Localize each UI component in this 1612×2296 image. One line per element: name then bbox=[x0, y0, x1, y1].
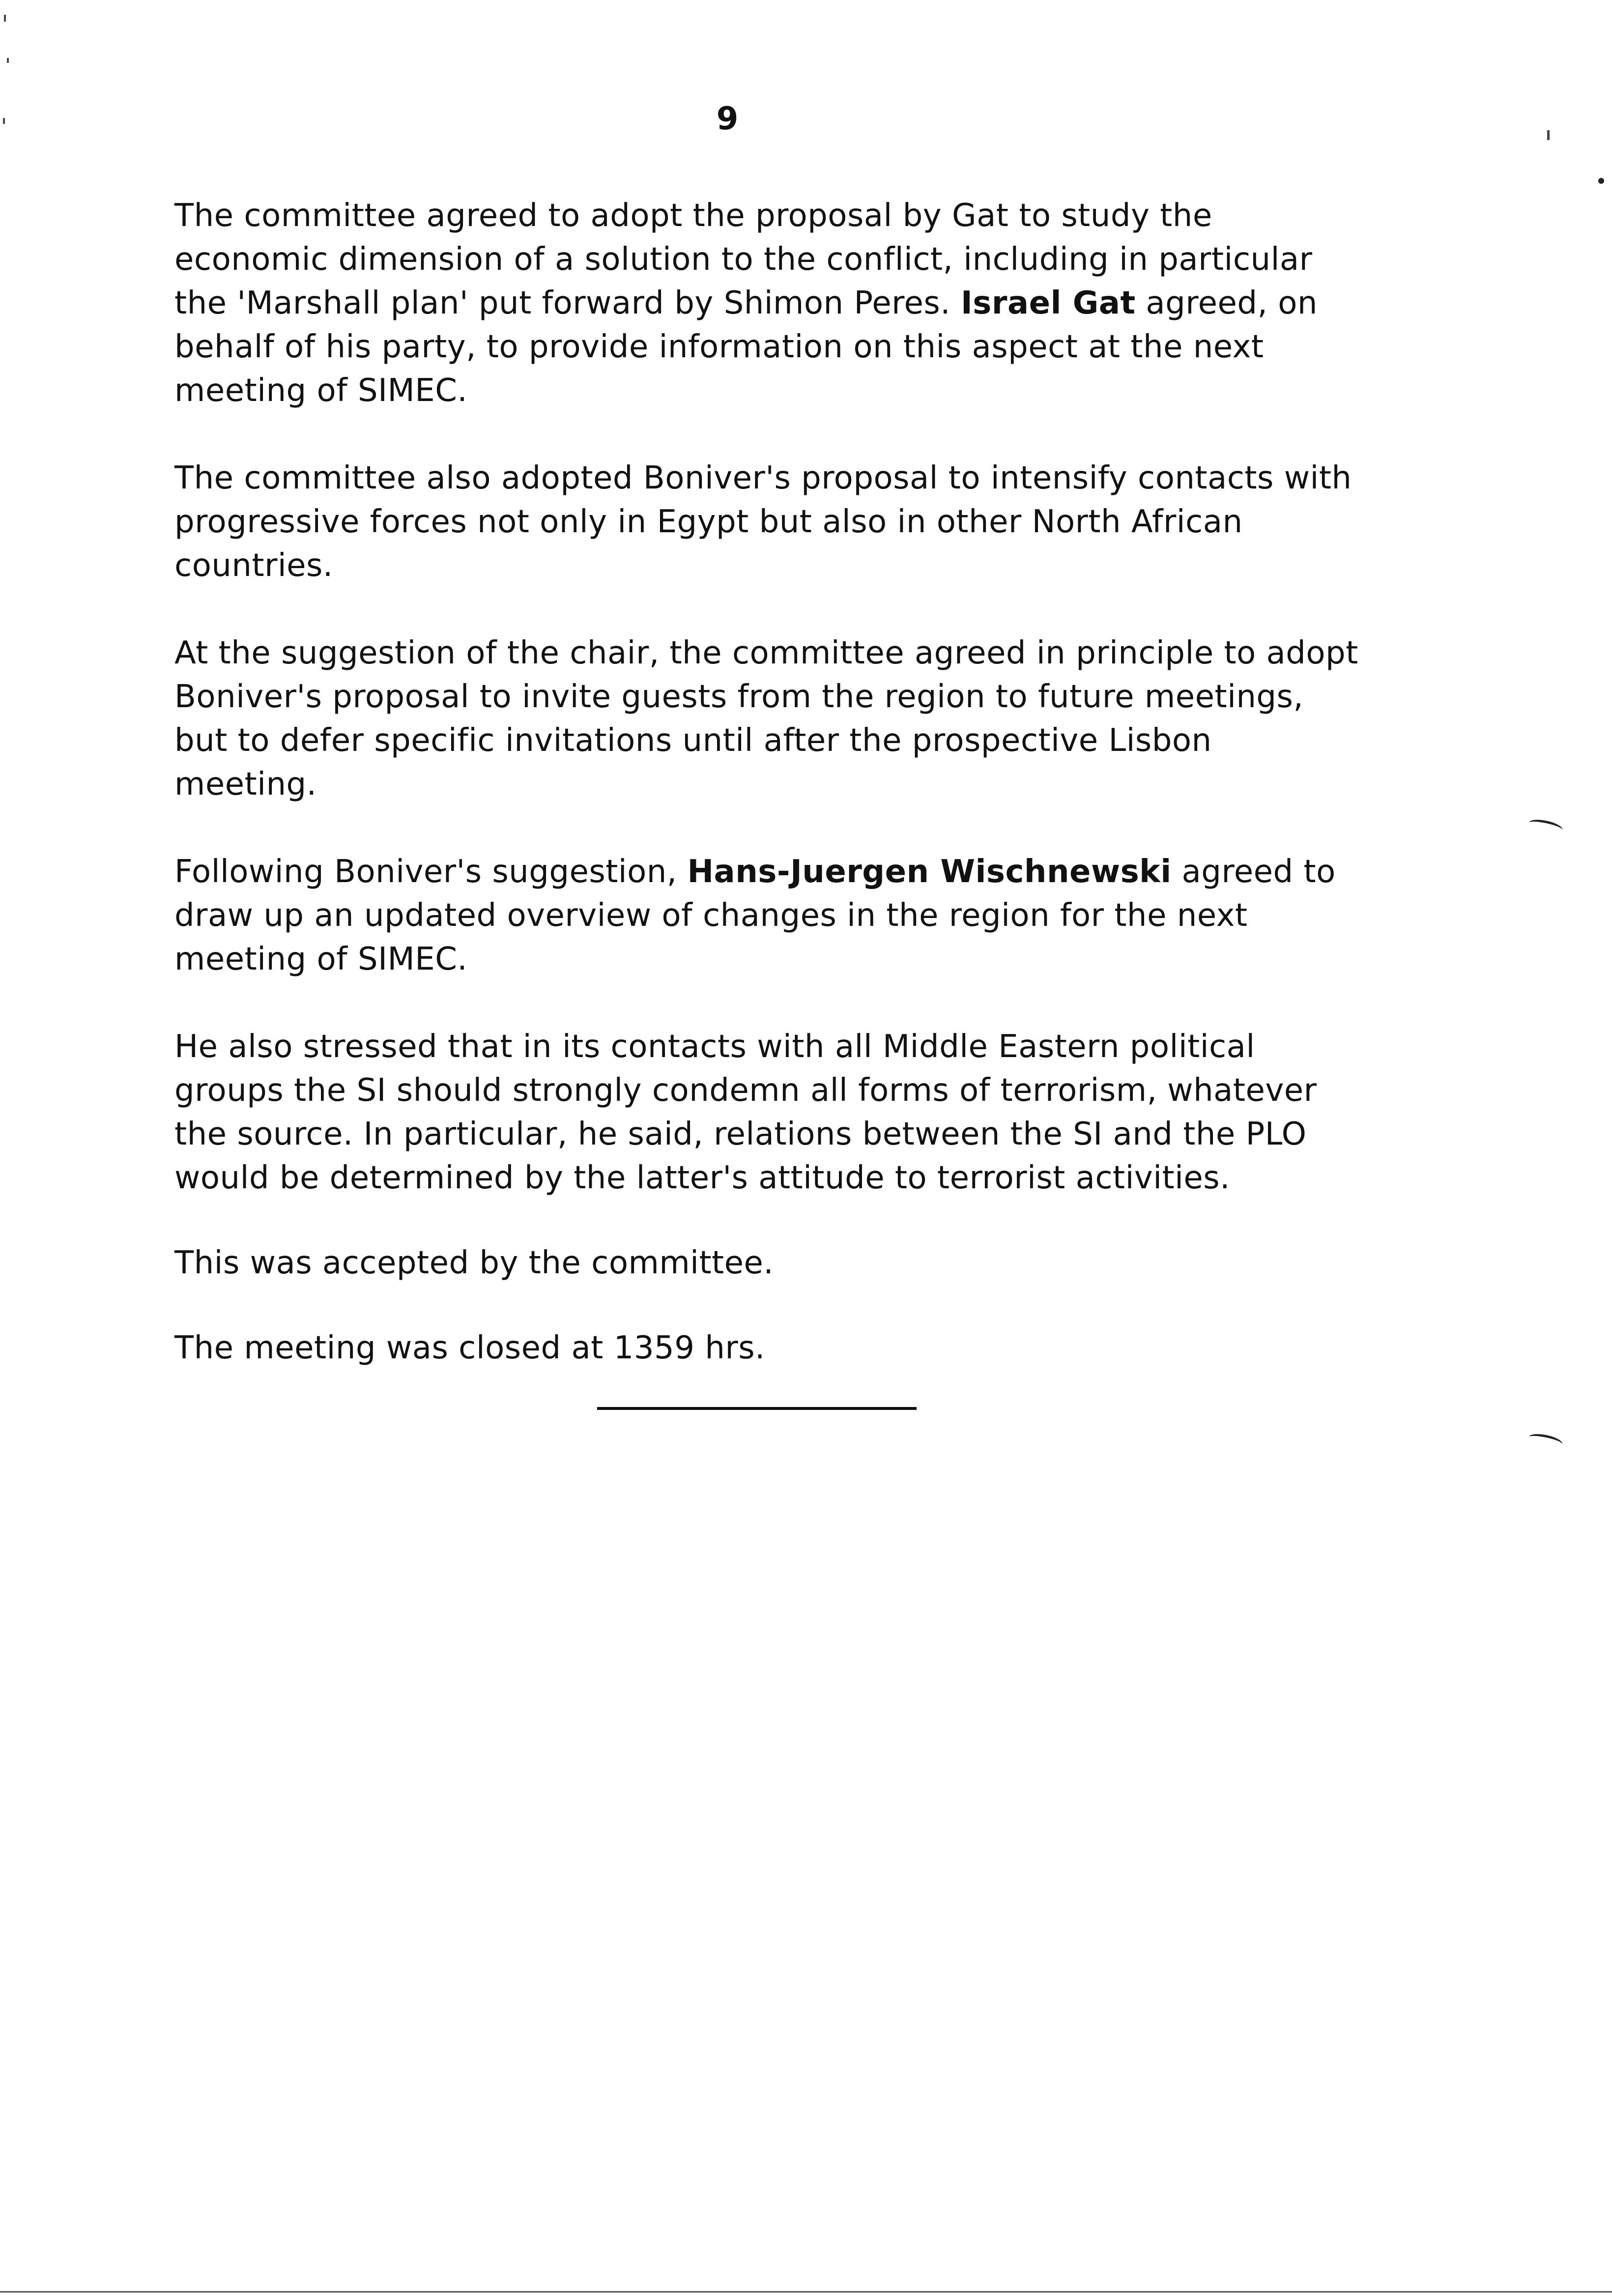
scan-mark bbox=[7, 58, 9, 63]
paragraph-text: The meeting was closed at 1359 hrs. bbox=[174, 1330, 765, 1366]
paragraph-boniver-contacts bbox=[174, 457, 1364, 588]
paragraph-text: He also stressed that in its contacts with all Middle Eastern political groups the SI should strongly condemn all forms of terrorism, whatever the source. In particular, he said, relations between the SI and the PLO would be determined by the latter's attitude to terrorist activities. bbox=[174, 1029, 1317, 1196]
paragraph-text: Following Boniver's suggestion, bbox=[174, 854, 688, 890]
paragraph-terrorism bbox=[174, 1025, 1364, 1200]
document-body bbox=[174, 194, 1364, 1414]
paragraph-text: This was accepted by the committee. bbox=[174, 1245, 774, 1281]
page-bottom-edge bbox=[0, 2291, 1612, 2293]
paragraph-text: The committee agreed to adopt the proposal by Gat to study the economic dimension of a solution to the conflict, including in particular the 'Marshall plan' put forward by Shimon Peres. bbox=[174, 198, 1313, 321]
paragraph-chair-suggestion bbox=[174, 631, 1364, 806]
paragraph-text: agreed to draw up an updated overview of changes in the region for the next meeting of SIMEC. bbox=[174, 854, 1336, 977]
paragraph-gat-proposal bbox=[174, 194, 1364, 413]
paragraph-wischnewski-overview bbox=[174, 850, 1364, 981]
end-separator-line bbox=[597, 1407, 917, 1410]
person-name-bold: Israel Gat bbox=[960, 285, 1136, 321]
page-number: 9 bbox=[716, 101, 739, 137]
paragraph-text: agreed, on behalf of his party, to provide information on this aspect at the next meeting of SIMEC. bbox=[174, 285, 1318, 409]
scan-mark bbox=[4, 15, 6, 22]
paragraph-text: At the suggestion of the chair, the committee agreed in principle to adopt Boniver's proposal to invite guests from the region to future meetings, but to defer specific invitations until after the prospective Lisbon meeting. bbox=[174, 635, 1358, 803]
paragraph-text: The committee also adopted Boniver's proposal to intensify contacts with progressive forces not only in Egypt but also in other North African countries. bbox=[174, 460, 1352, 584]
scan-mark bbox=[3, 118, 5, 124]
scan-mark bbox=[1527, 817, 1563, 835]
scan-mark bbox=[1527, 1432, 1563, 1450]
scan-mark bbox=[1547, 130, 1550, 140]
paragraph-accepted bbox=[174, 1241, 1364, 1285]
paragraph-closing bbox=[174, 1326, 1364, 1370]
person-name-bold: Hans-Juergen Wischnewski bbox=[687, 854, 1172, 890]
scan-dot bbox=[1598, 178, 1604, 184]
